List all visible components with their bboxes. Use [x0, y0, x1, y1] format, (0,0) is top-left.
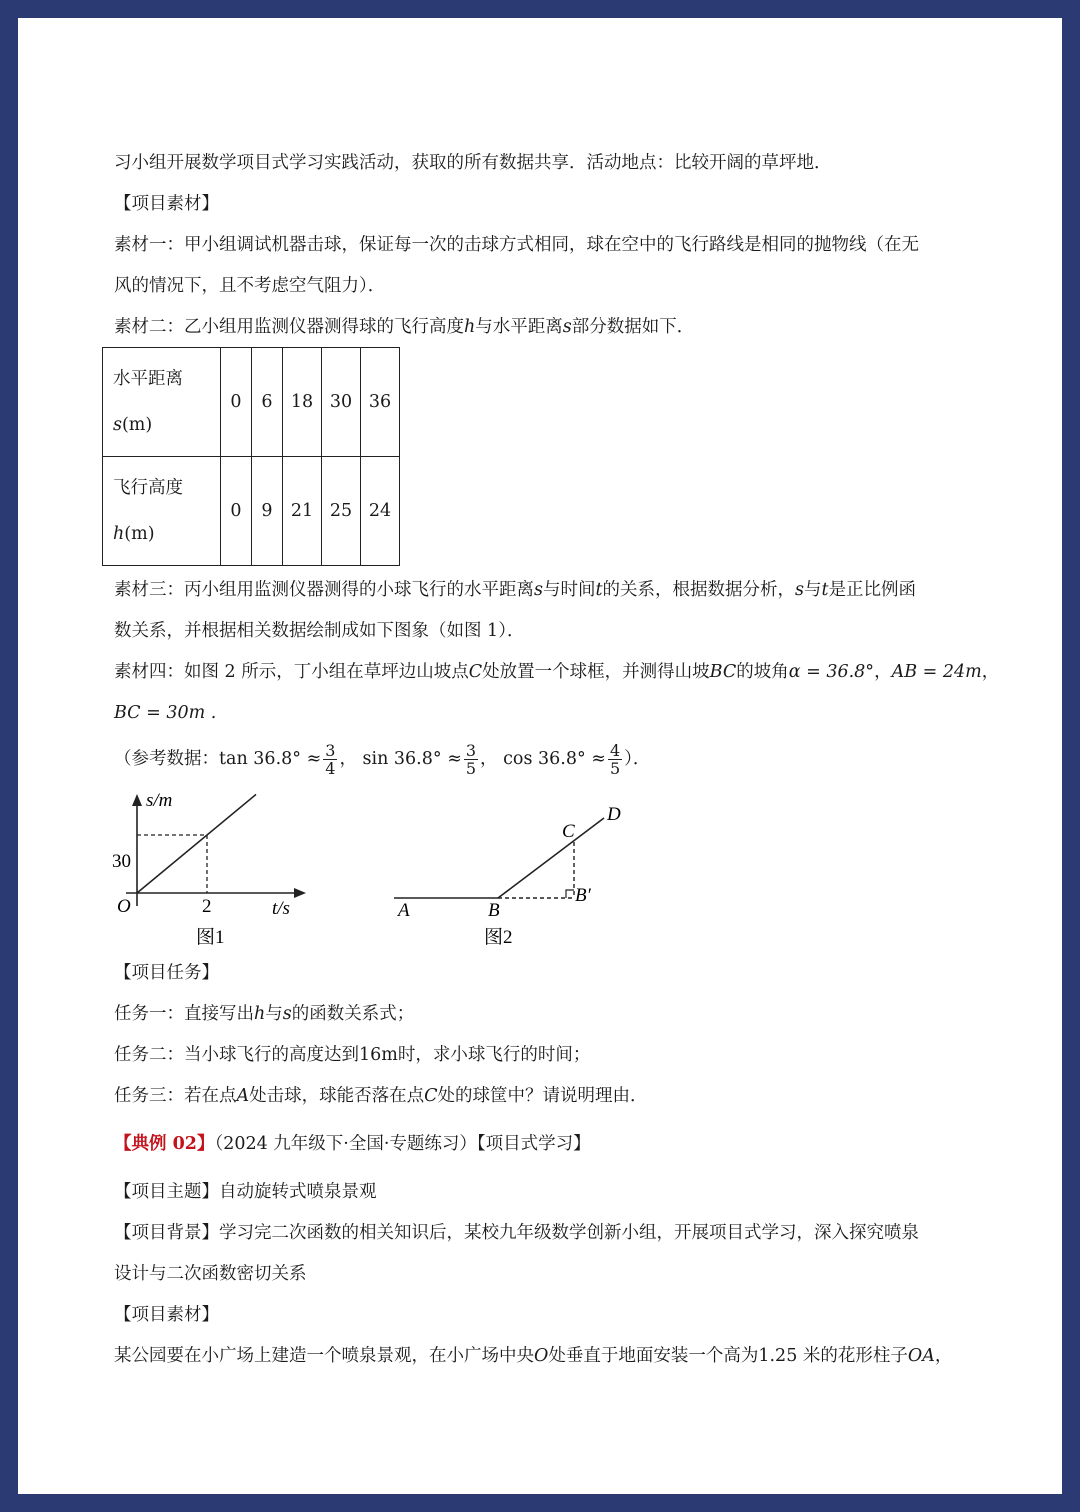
point-b-prime-label: B′	[575, 885, 591, 906]
material-header: 【项目素材】	[114, 194, 219, 214]
material-3-line-2: 数关系，并根据相关数据绘制成如下图象（如图 1）．	[114, 621, 525, 641]
fig1-x-label: t/s	[272, 898, 290, 919]
task-3: 任务三：若在点A处击球，球能否落在点C处的球筐中？请说明理由．	[114, 1086, 648, 1106]
point-a-label: A	[398, 900, 410, 921]
intro-line: 习小组开展数学项目式学习实践活动，获取的所有数据共享．活动地点：比较开阔的草坪地．	[114, 153, 832, 173]
reference-data: （参考数据：tan 36.8° ≈ $\frac{3}{4}$ ， sin 36.8° ≈ $\frac{3}{5}$ ， cos 36.8° ≈ $\frac{4}{5}$ ）．	[114, 741, 651, 778]
figure-1-graph	[104, 786, 324, 976]
table-cell: 0	[221, 348, 252, 457]
material-2-line: 素材二：乙小组用监测仪器测得球的飞行高度h与水平距离s部分数据如下．	[114, 317, 695, 337]
table-row	[103, 457, 400, 566]
table-cell: 36	[361, 348, 400, 457]
project-background-line-2: 设计与二次函数密切关系	[114, 1264, 307, 1284]
fig1-x-tick-label: 2	[202, 896, 212, 917]
material-3-line-1: 素材三：丙小组用监测仪器测得的小球飞行的水平距离s与时间t的关系，根据数据分析，s与t是正比例函	[114, 580, 917, 600]
table-row	[103, 348, 400, 457]
table-cell: 18	[283, 348, 322, 457]
row-label-distance: 水平距离 s(m)	[103, 348, 221, 457]
fountain-description: 某公园要在小广场上建造一个喷泉景观，在小广场中央O处垂直于地面安装一个高为1.25 米的花形柱子OA，	[114, 1346, 953, 1366]
tasks-header: 【项目任务】	[114, 963, 219, 983]
task-1: 任务一：直接写出h与s的函数关系式；	[114, 1004, 415, 1024]
material-1-line-2: 风的情况下，且不考虑空气阻力）．	[114, 276, 386, 296]
table-cell: 21	[283, 457, 322, 566]
fig1-x-axis-arrow	[294, 888, 306, 898]
table-cell: 9	[252, 457, 283, 566]
table-cell: 30	[322, 348, 361, 457]
table-cell: 25	[322, 457, 361, 566]
point-d-label: D	[607, 804, 621, 825]
table-cell: 6	[252, 348, 283, 457]
material-4-line-2: BC = 30m .	[114, 703, 217, 723]
material-1-line-1: 素材一：甲小组调试机器击球，保证每一次的击球方式相同，球在空中的飞行路线是相同的抛物线（在无	[114, 235, 919, 255]
data-table	[102, 347, 400, 566]
material-4-line-1: 素材四：如图 2 所示，丁小组在草坪边山坡点C处放置一个球框，并测得山坡BC的坡角α = 36.8°，AB = 24m，	[114, 662, 1000, 682]
fig1-y-label: s/m	[146, 790, 173, 811]
figure-2-diagram	[386, 798, 636, 978]
right-angle-mark	[566, 890, 574, 898]
point-b-label: B	[488, 900, 500, 921]
fig1-y-tick-label: 30	[112, 851, 131, 872]
project-background-line-1: 【项目背景】学习完二次函数的相关知识后，某校九年级数学创新小组，开展项目式学习，深入探究喷泉	[114, 1223, 919, 1243]
fig2-caption: 图2	[484, 927, 513, 948]
example-tag: 【典例 02】	[114, 1134, 215, 1154]
document-page	[18, 18, 1062, 1494]
fig1-origin: O	[117, 896, 131, 917]
row-label-height: 飞行高度 h(m)	[103, 457, 221, 566]
fig1-y-axis-arrow	[132, 794, 142, 806]
fig1-caption: 图1	[196, 927, 225, 948]
material-header-2: 【项目素材】	[114, 1305, 219, 1325]
table-cell: 0	[221, 457, 252, 566]
point-c-label: C	[562, 821, 575, 842]
table-cell: 24	[361, 457, 400, 566]
task-2: 任务二：当小球飞行的高度达到16m时，求小球飞行的时间；	[114, 1045, 591, 1065]
project-theme: 【项目主题】自动旋转式喷泉景观	[114, 1182, 377, 1202]
example-02-heading: 【典例 02】（2024 九年级下·全国·专题练习）【项目式学习】	[114, 1134, 591, 1154]
